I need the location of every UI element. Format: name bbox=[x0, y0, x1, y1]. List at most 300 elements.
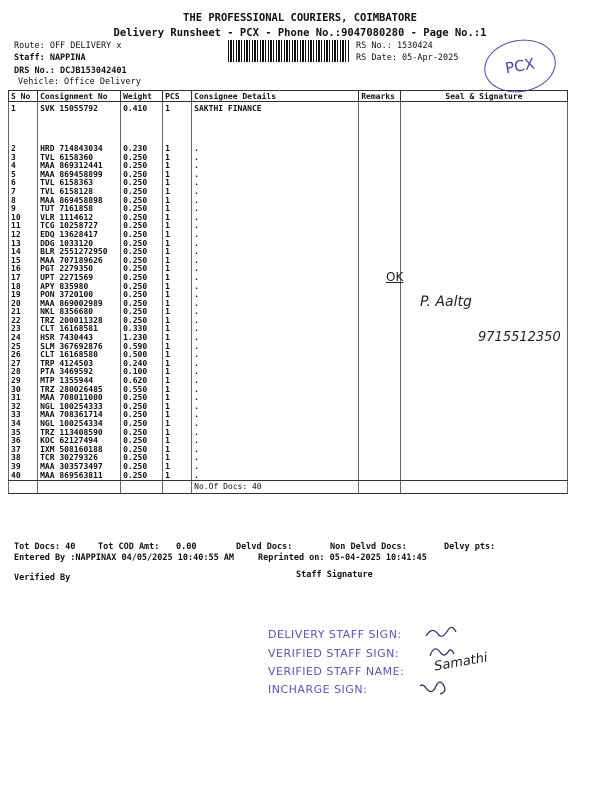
cell-consignment: TUT 7161858 bbox=[38, 205, 121, 214]
cell-consignment: HRD 714843034 bbox=[38, 145, 121, 154]
cell-consignee: . bbox=[192, 454, 359, 463]
cell-remarks bbox=[359, 377, 401, 386]
cell-seal bbox=[400, 463, 567, 472]
cell-pcs: 1 bbox=[163, 317, 192, 326]
cell-weight: 0.250 bbox=[121, 308, 163, 317]
cell-weight: 0.330 bbox=[121, 325, 163, 334]
verified-by: Verified By bbox=[14, 573, 71, 583]
cell-consignment: TRZ 280026485 bbox=[38, 386, 121, 395]
cell-consignment: NGL 100254333 bbox=[38, 403, 121, 412]
cell-seal bbox=[400, 360, 567, 369]
cell-sno: 23 bbox=[9, 325, 38, 334]
cell-seal bbox=[400, 377, 567, 386]
cell-sno: 15 bbox=[9, 257, 38, 266]
stamp-signatures bbox=[420, 620, 570, 710]
cell-pcs: 1 bbox=[163, 325, 192, 334]
cell-consignee: . bbox=[192, 188, 359, 197]
cell-pcs: 1 bbox=[163, 308, 192, 317]
cell-sno: 13 bbox=[9, 240, 38, 249]
cell-consignment: TCG 10258727 bbox=[38, 222, 121, 231]
cell-consignment: MAA 707189626 bbox=[38, 257, 121, 266]
cell-weight: 0.250 bbox=[121, 231, 163, 240]
cell-sno: 16 bbox=[9, 265, 38, 274]
cell-pcs: 1 bbox=[163, 368, 192, 377]
cell-remarks bbox=[359, 240, 401, 249]
cell-pcs: 1 bbox=[163, 265, 192, 274]
cell-remarks bbox=[359, 102, 401, 146]
cell-seal bbox=[400, 205, 567, 214]
cell-pcs: 1 bbox=[163, 360, 192, 369]
cell-pcs: 1 bbox=[163, 197, 192, 206]
cell-pcs: 1 bbox=[163, 454, 192, 463]
cell-pcs: 1 bbox=[163, 343, 192, 352]
cell-weight: 0.250 bbox=[121, 429, 163, 438]
cell-remarks bbox=[359, 154, 401, 163]
cell-pcs: 1 bbox=[163, 403, 192, 412]
cell-consignee: . bbox=[192, 368, 359, 377]
header-sno: S No bbox=[9, 91, 38, 102]
empty-cell bbox=[163, 481, 192, 494]
cell-sno: 37 bbox=[9, 446, 38, 455]
cell-weight: 0.620 bbox=[121, 377, 163, 386]
header-seal: Seal & Signature bbox=[400, 91, 567, 102]
non-delivered-docs: Non Delvd Docs: bbox=[330, 542, 407, 552]
cell-sno: 22 bbox=[9, 317, 38, 326]
cell-remarks bbox=[359, 231, 401, 240]
incharge-sign: INCHARGE SIGN: bbox=[268, 683, 368, 696]
cell-consignment: TVL 6158363 bbox=[38, 179, 121, 188]
cell-consignee: . bbox=[192, 154, 359, 163]
cell-sno: 3 bbox=[9, 154, 38, 163]
cell-consignment: EDQ 13628417 bbox=[38, 231, 121, 240]
header-consignment: Consignment No bbox=[38, 91, 121, 102]
cell-consignment: CLT 16168580 bbox=[38, 351, 121, 360]
cell-sno: 39 bbox=[9, 463, 38, 472]
cell-pcs: 1 bbox=[163, 231, 192, 240]
cell-seal bbox=[400, 222, 567, 231]
cell-remarks bbox=[359, 197, 401, 206]
cell-consignment: MAA 708011000 bbox=[38, 394, 121, 403]
cell-remarks bbox=[359, 343, 401, 352]
cell-consignee: . bbox=[192, 360, 359, 369]
cell-seal bbox=[400, 265, 567, 274]
cell-remarks bbox=[359, 171, 401, 180]
cell-weight: 1.230 bbox=[121, 334, 163, 343]
cell-consignee: . bbox=[192, 437, 359, 446]
cell-pcs: 1 bbox=[163, 446, 192, 455]
cell-sno: 9 bbox=[9, 205, 38, 214]
drs-number: DRS No.: DCJB153042401 bbox=[14, 66, 127, 76]
cell-consignee: . bbox=[192, 283, 359, 292]
no-of-docs: No.Of Docs: 40 bbox=[192, 481, 359, 494]
cell-consignment: PGT 2279350 bbox=[38, 265, 121, 274]
cell-pcs: 1 bbox=[163, 214, 192, 223]
table-row bbox=[9, 274, 568, 283]
cell-pcs: 1 bbox=[163, 351, 192, 360]
cell-pcs: 1 bbox=[163, 205, 192, 214]
cell-seal bbox=[400, 179, 567, 188]
delivery-sign-scribble bbox=[426, 627, 456, 636]
cell-consignee: . bbox=[192, 171, 359, 180]
cell-pcs: 1 bbox=[163, 145, 192, 154]
cell-consignee: . bbox=[192, 317, 359, 326]
cell-seal bbox=[400, 257, 567, 266]
cell-consignee: . bbox=[192, 308, 359, 317]
cell-weight: 0.250 bbox=[121, 463, 163, 472]
cell-consignment: HSR 7430443 bbox=[38, 334, 121, 343]
rs-date: RS Date: 05-Apr-2025 bbox=[356, 53, 459, 63]
cell-consignee: . bbox=[192, 145, 359, 154]
cell-sno: 4 bbox=[9, 162, 38, 171]
cell-consignment: PON 3720100 bbox=[38, 291, 121, 300]
cell-sno: 35 bbox=[9, 429, 38, 438]
cell-seal bbox=[400, 197, 567, 206]
cell-consignee: . bbox=[192, 222, 359, 231]
cell-consignee: . bbox=[192, 291, 359, 300]
cell-consignment: APY 835980 bbox=[38, 283, 121, 292]
barcode bbox=[228, 40, 350, 62]
cell-pcs: 1 bbox=[163, 420, 192, 429]
cell-seal bbox=[400, 472, 567, 481]
cell-consignment: UPT 2271569 bbox=[38, 274, 121, 283]
cell-sno: 30 bbox=[9, 386, 38, 395]
cell-remarks bbox=[359, 162, 401, 171]
entered-by: Entered By :NAPPINAX 04/05/2025 10:40:55 AM bbox=[14, 553, 235, 563]
cell-weight: 0.250 bbox=[121, 437, 163, 446]
cell-sno: 33 bbox=[9, 411, 38, 420]
cell-consignment: SLM 367692876 bbox=[38, 343, 121, 352]
staff-label: Staff: NAPPINA bbox=[14, 53, 86, 63]
cell-weight: 0.250 bbox=[121, 411, 163, 420]
cell-pcs: 1 bbox=[163, 102, 192, 146]
empty-cell bbox=[400, 481, 567, 494]
cell-consignment: VLR 1114612 bbox=[38, 214, 121, 223]
cell-pcs: 1 bbox=[163, 463, 192, 472]
cell-pcs: 1 bbox=[163, 171, 192, 180]
handwritten-ok: OK bbox=[386, 270, 404, 284]
cell-remarks bbox=[359, 222, 401, 231]
cell-seal bbox=[400, 231, 567, 240]
cell-consignee: . bbox=[192, 411, 359, 420]
cell-consignment: IXM 508160188 bbox=[38, 446, 121, 455]
cell-remarks bbox=[359, 308, 401, 317]
cell-pcs: 1 bbox=[163, 162, 192, 171]
delivery-points: Delvy pts: bbox=[444, 542, 496, 552]
runsheet-subtitle: Delivery Runsheet - PCX - Phone No.:9047080280 - Page No.:1 bbox=[113, 27, 487, 39]
cell-seal bbox=[400, 154, 567, 163]
cell-sno: 18 bbox=[9, 283, 38, 292]
incharge-sign-scribble bbox=[420, 682, 445, 694]
cell-pcs: 1 bbox=[163, 248, 192, 257]
cell-remarks bbox=[359, 463, 401, 472]
empty-cell bbox=[9, 481, 38, 494]
cell-weight: 0.590 bbox=[121, 343, 163, 352]
cell-remarks bbox=[359, 386, 401, 395]
cell-sno: 8 bbox=[9, 197, 38, 206]
cell-remarks bbox=[359, 437, 401, 446]
cell-pcs: 1 bbox=[163, 188, 192, 197]
cell-seal bbox=[400, 351, 567, 360]
cell-consignment: DDG 1033120 bbox=[38, 240, 121, 249]
cell-consignee: . bbox=[192, 429, 359, 438]
cell-weight: 0.250 bbox=[121, 162, 163, 171]
cell-pcs: 1 bbox=[163, 300, 192, 309]
header-weight: Weight bbox=[121, 91, 163, 102]
cell-consignee: . bbox=[192, 274, 359, 283]
cell-sno: 11 bbox=[9, 222, 38, 231]
cell-consignment: MAA 303573497 bbox=[38, 463, 121, 472]
cell-consignment: NGL 100254334 bbox=[38, 420, 121, 429]
cell-consignee: . bbox=[192, 248, 359, 257]
cell-consignee: . bbox=[192, 446, 359, 455]
cell-weight: 0.250 bbox=[121, 472, 163, 481]
cell-remarks bbox=[359, 291, 401, 300]
cell-remarks bbox=[359, 351, 401, 360]
cell-weight: 0.250 bbox=[121, 205, 163, 214]
cell-remarks bbox=[359, 205, 401, 214]
cell-weight: 0.250 bbox=[121, 274, 163, 283]
total-docs: Tot Docs: 40 bbox=[14, 542, 76, 552]
cell-weight: 0.250 bbox=[121, 394, 163, 403]
cell-pcs: 1 bbox=[163, 386, 192, 395]
cell-seal bbox=[400, 171, 567, 180]
cell-sno: 38 bbox=[9, 454, 38, 463]
total-cod-value: 0.00 bbox=[176, 542, 197, 552]
cell-pcs: 1 bbox=[163, 274, 192, 283]
cell-weight: 0.550 bbox=[121, 386, 163, 395]
header-remarks: Remarks bbox=[359, 91, 401, 102]
cell-consignee: . bbox=[192, 300, 359, 309]
cell-sno: 6 bbox=[9, 179, 38, 188]
cell-weight: 0.250 bbox=[121, 454, 163, 463]
header-pcs: PCS bbox=[163, 91, 192, 102]
cell-consignee: . bbox=[192, 334, 359, 343]
delivery-staff-sign: DELIVERY STAFF SIGN: bbox=[268, 628, 402, 641]
cell-weight: 0.230 bbox=[121, 145, 163, 154]
vehicle-label: Vehicle: Office Delivery bbox=[18, 77, 141, 87]
cell-seal bbox=[400, 386, 567, 395]
cell-consignee: . bbox=[192, 394, 359, 403]
cell-consignment: MAA 869458899 bbox=[38, 171, 121, 180]
cell-sno: 5 bbox=[9, 171, 38, 180]
cell-remarks bbox=[359, 360, 401, 369]
cell-pcs: 1 bbox=[163, 411, 192, 420]
cell-weight: 0.250 bbox=[121, 257, 163, 266]
cell-consignee: . bbox=[192, 472, 359, 481]
route-label: Route: OFF DELIVERY x bbox=[14, 41, 122, 51]
cell-consignment: TRZ 113408590 bbox=[38, 429, 121, 438]
verified-staff-sign: VERIFIED STAFF SIGN: bbox=[268, 647, 400, 660]
cell-consignment: CLT 16168581 bbox=[38, 325, 121, 334]
cell-consignment: MAA 869312441 bbox=[38, 162, 121, 171]
cell-weight: 0.410 bbox=[121, 102, 163, 146]
cell-seal bbox=[400, 411, 567, 420]
cell-pcs: 1 bbox=[163, 240, 192, 249]
cell-consignee: . bbox=[192, 265, 359, 274]
cell-consignee: . bbox=[192, 257, 359, 266]
pcx-stamp: PCX bbox=[480, 34, 560, 98]
cell-remarks bbox=[359, 317, 401, 326]
cell-remarks bbox=[359, 403, 401, 412]
handwritten-signature: P. Aaltg bbox=[420, 294, 472, 310]
cell-weight: 0.250 bbox=[121, 214, 163, 223]
cell-seal bbox=[400, 446, 567, 455]
table-header-row bbox=[9, 91, 568, 102]
cell-remarks bbox=[359, 325, 401, 334]
cell-sno: 26 bbox=[9, 351, 38, 360]
cell-pcs: 1 bbox=[163, 179, 192, 188]
cell-consignment: MAA 869458898 bbox=[38, 197, 121, 206]
cell-remarks bbox=[359, 145, 401, 154]
cell-remarks bbox=[359, 188, 401, 197]
cell-weight: 0.250 bbox=[121, 179, 163, 188]
cell-sno: 29 bbox=[9, 377, 38, 386]
cell-sno: 7 bbox=[9, 188, 38, 197]
cell-consignment: BLR 2551272950 bbox=[38, 248, 121, 257]
cell-consignee: SAKTHI FINANCE bbox=[192, 102, 359, 146]
cell-sno: 25 bbox=[9, 343, 38, 352]
handwritten-phone: 9715512350 bbox=[478, 330, 561, 345]
cell-seal bbox=[400, 162, 567, 171]
cell-consignee: . bbox=[192, 214, 359, 223]
cell-weight: 0.250 bbox=[121, 265, 163, 274]
cell-consignment: TRZ 200011328 bbox=[38, 317, 121, 326]
cell-weight: 0.250 bbox=[121, 317, 163, 326]
cell-consignee: . bbox=[192, 343, 359, 352]
cell-seal bbox=[400, 274, 567, 283]
cell-seal bbox=[400, 188, 567, 197]
cell-weight: 0.250 bbox=[121, 171, 163, 180]
cell-consignment: TVL 6158360 bbox=[38, 154, 121, 163]
header-consignee: Consignee Details bbox=[192, 91, 359, 102]
cell-weight: 0.250 bbox=[121, 222, 163, 231]
cell-sno: 20 bbox=[9, 300, 38, 309]
cell-remarks bbox=[359, 214, 401, 223]
cell-sno: 24 bbox=[9, 334, 38, 343]
cell-weight: 0.500 bbox=[121, 351, 163, 360]
cell-consignee: . bbox=[192, 463, 359, 472]
cell-consignee: . bbox=[192, 386, 359, 395]
cell-remarks bbox=[359, 454, 401, 463]
cell-weight: 0.250 bbox=[121, 300, 163, 309]
cell-consignee: . bbox=[192, 240, 359, 249]
cell-sno: 2 bbox=[9, 145, 38, 154]
cell-pcs: 1 bbox=[163, 377, 192, 386]
cell-weight: 0.250 bbox=[121, 197, 163, 206]
cell-weight: 0.250 bbox=[121, 403, 163, 412]
table-row bbox=[9, 102, 568, 146]
empty-cell bbox=[38, 481, 121, 494]
cell-sno: 21 bbox=[9, 308, 38, 317]
cell-seal bbox=[400, 368, 567, 377]
cell-pcs: 1 bbox=[163, 437, 192, 446]
cell-consignee: . bbox=[192, 231, 359, 240]
cell-pcs: 1 bbox=[163, 291, 192, 300]
cell-weight: 0.250 bbox=[121, 291, 163, 300]
cell-sno: 27 bbox=[9, 360, 38, 369]
cell-sno: 10 bbox=[9, 214, 38, 223]
cell-consignment: MAA 869002989 bbox=[38, 300, 121, 309]
cell-remarks bbox=[359, 420, 401, 429]
cell-sno: 17 bbox=[9, 274, 38, 283]
cell-seal bbox=[400, 283, 567, 292]
cell-remarks bbox=[359, 472, 401, 481]
cell-pcs: 1 bbox=[163, 283, 192, 292]
verified-staff-name: VERIFIED STAFF NAME: bbox=[268, 665, 405, 678]
cell-consignment: NKL 8356680 bbox=[38, 308, 121, 317]
cell-consignment: MAA 708361714 bbox=[38, 411, 121, 420]
handwritten-staff-name: Samathi bbox=[433, 650, 489, 675]
cell-sno: 14 bbox=[9, 248, 38, 257]
cell-weight: 0.240 bbox=[121, 360, 163, 369]
cell-consignment: SVK 15055792 bbox=[38, 102, 121, 146]
cell-pcs: 1 bbox=[163, 334, 192, 343]
cell-pcs: 1 bbox=[163, 429, 192, 438]
total-cod-label: Tot COD Amt: bbox=[98, 542, 160, 552]
table-row bbox=[9, 472, 568, 481]
cell-sno: 40 bbox=[9, 472, 38, 481]
cell-seal bbox=[400, 248, 567, 257]
cell-remarks bbox=[359, 300, 401, 309]
cell-seal bbox=[400, 454, 567, 463]
company-title: THE PROFESSIONAL COURIERS, COIMBATORE bbox=[183, 12, 417, 24]
cell-remarks bbox=[359, 368, 401, 377]
cell-seal bbox=[400, 145, 567, 154]
cell-remarks bbox=[359, 394, 401, 403]
cell-remarks bbox=[359, 334, 401, 343]
cell-pcs: 1 bbox=[163, 257, 192, 266]
cell-remarks bbox=[359, 179, 401, 188]
cell-seal bbox=[400, 102, 567, 146]
cell-sno: 1 bbox=[9, 102, 38, 146]
cell-consignment: MAA 869563811 bbox=[38, 472, 121, 481]
cell-remarks bbox=[359, 411, 401, 420]
cell-pcs: 1 bbox=[163, 472, 192, 481]
cell-consignee: . bbox=[192, 325, 359, 334]
cell-seal bbox=[400, 317, 567, 326]
cell-remarks bbox=[359, 257, 401, 266]
cell-consignee: . bbox=[192, 351, 359, 360]
cell-consignee: . bbox=[192, 162, 359, 171]
cell-remarks bbox=[359, 446, 401, 455]
cell-sno: 28 bbox=[9, 368, 38, 377]
cell-weight: 0.250 bbox=[121, 446, 163, 455]
cell-seal bbox=[400, 420, 567, 429]
reprinted-on: Reprinted on: 05-04-2025 10:41:45 bbox=[258, 553, 427, 563]
cell-pcs: 1 bbox=[163, 154, 192, 163]
cell-weight: 0.250 bbox=[121, 240, 163, 249]
cell-consignee: . bbox=[192, 205, 359, 214]
staff-signature-label: Staff Signature bbox=[296, 570, 373, 580]
cell-consignment: TCR 30279326 bbox=[38, 454, 121, 463]
cell-weight: 0.250 bbox=[121, 188, 163, 197]
cell-remarks bbox=[359, 429, 401, 438]
cell-seal bbox=[400, 214, 567, 223]
cell-consignment: PTA 3469592 bbox=[38, 368, 121, 377]
empty-cell bbox=[121, 481, 163, 494]
cell-sno: 34 bbox=[9, 420, 38, 429]
cell-sno: 36 bbox=[9, 437, 38, 446]
cell-consignee: . bbox=[192, 179, 359, 188]
delivered-docs: Delvd Docs: bbox=[236, 542, 293, 552]
cell-seal bbox=[400, 437, 567, 446]
cell-consignee: . bbox=[192, 197, 359, 206]
cell-weight: 0.250 bbox=[121, 283, 163, 292]
cell-sno: 19 bbox=[9, 291, 38, 300]
cell-remarks bbox=[359, 248, 401, 257]
cell-seal bbox=[400, 429, 567, 438]
cell-consignment: TVL 6158128 bbox=[38, 188, 121, 197]
